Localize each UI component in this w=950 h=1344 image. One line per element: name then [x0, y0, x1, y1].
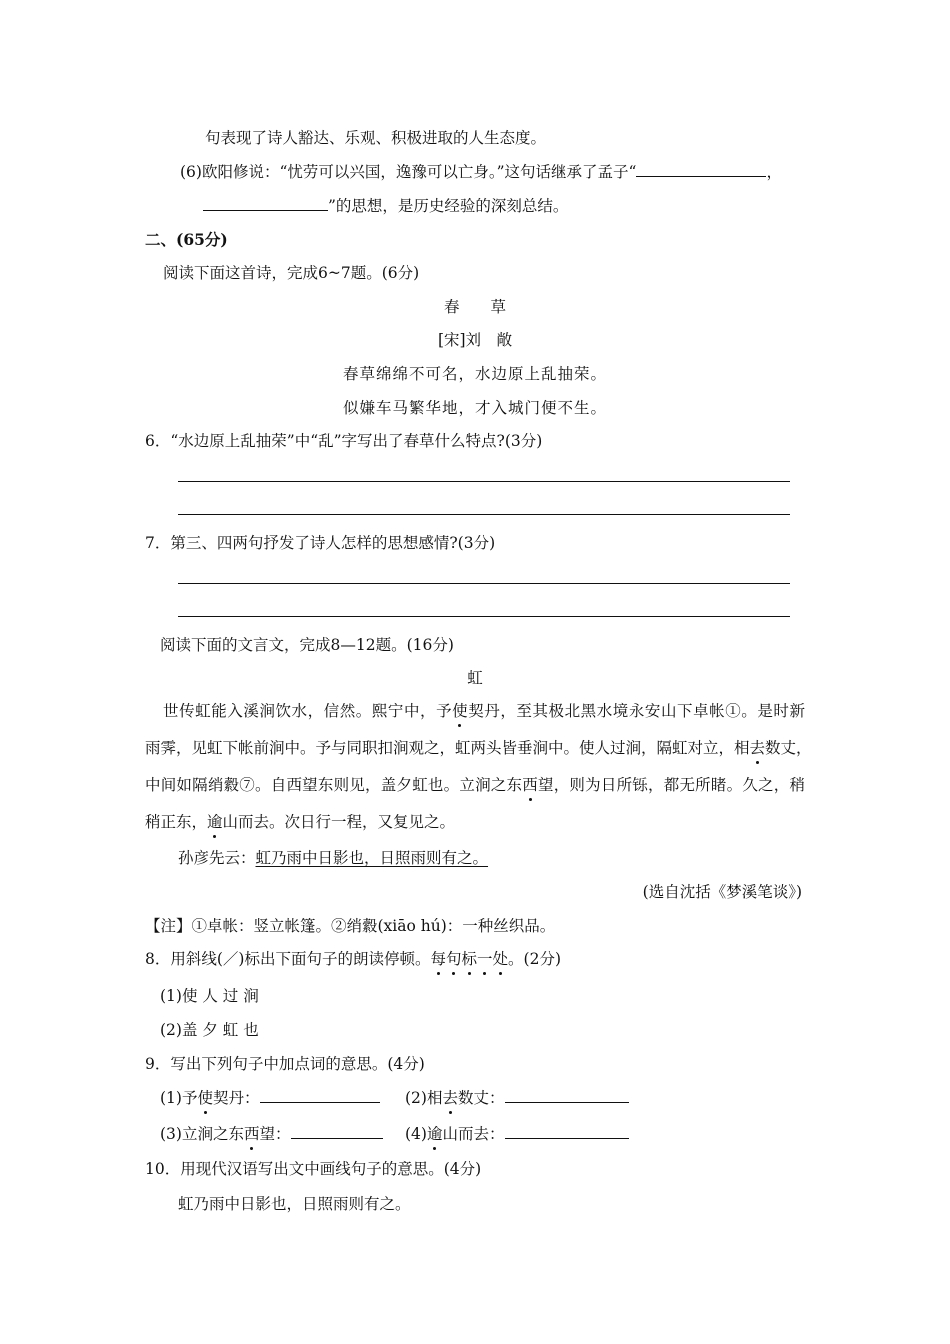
question-7: 7．第三、四两句抒发了诗人怎样的思想感情?(3分)	[145, 534, 496, 552]
fill-blank[interactable]	[505, 1088, 629, 1103]
section-heading: 二、(65分)	[145, 230, 228, 249]
underlined-sentence: 虹乃雨中日影也，日照雨则有之。	[255, 849, 489, 867]
question-text-tail: ”的思想，是历史经验的深刻总结。	[328, 197, 569, 215]
question-8-item-2[interactable]: (2)盖 夕 虹 也	[160, 1021, 259, 1039]
prose-line-3: 中间如隔绡縠⑦。自西望东则见，盖夕虹也。立涧之东西望，则为日所铄，都无所睹。久之，稍	[145, 776, 805, 794]
dotted-char: 逾	[207, 813, 223, 831]
prose-line-5: 孙彦先云：虹乃雨中日影也，日照雨则有之。	[178, 849, 489, 867]
dotted-char: 西	[522, 776, 538, 794]
fill-blank-1[interactable]	[636, 162, 766, 177]
dotted-char: 使	[452, 702, 468, 720]
poem-title: 春 草	[443, 298, 506, 316]
fill-blank[interactable]	[291, 1124, 383, 1139]
question-6: 6．“水边原上乱抽荣”中“乱”字写出了春草什么特点?(3分)	[145, 432, 543, 450]
question-9: 9．写出下列句子中加点词的意思。(4分)	[145, 1055, 425, 1073]
answer-line[interactable]	[178, 481, 790, 482]
answer-line[interactable]	[178, 616, 790, 617]
question-text: (6)欧阳修说：“忧劳可以兴国，逸豫可以亡身。”这句话继承了孟子“	[180, 163, 637, 181]
answer-line[interactable]	[178, 583, 790, 584]
answer-line[interactable]	[178, 514, 790, 515]
answer-line-5: 句表现了诗人豁达、乐观、积极进取的人生态度。	[205, 129, 547, 147]
question-6-sub	[180, 162, 782, 182]
question-9-item-3: (3)立涧之东西望：	[160, 1124, 383, 1144]
prose-line-2: 雨霁，见虹下帐前涧中。予与同职扣涧观之，虹两头皆垂涧中。使人过涧，隔虹对立，相去数丈，	[145, 739, 812, 757]
question-8: 8．用斜线(／)标出下面句子的朗读停顿。每句标一处。(2分)	[145, 950, 562, 968]
source-citation: (选自沈括《梦溪笔谈》)	[642, 883, 802, 901]
question-9-item-2: (2)相去数丈：	[405, 1088, 629, 1108]
question-10: 10．用现代汉语写出文中画线句子的意思。(4分)	[145, 1160, 482, 1178]
fill-blank[interactable]	[505, 1124, 629, 1139]
poem-line-1: 春草绵绵不可名，水边原上乱抽荣。	[342, 365, 607, 383]
poem-intro: 阅读下面这首诗，完成6~7题。(6分)	[163, 264, 420, 282]
prose-intro: 阅读下面的文言文，完成8—12题。(16分)	[160, 636, 454, 654]
question-6-sub-cont	[203, 196, 568, 216]
prose-title: 虹	[467, 669, 483, 687]
poem-author: [宋]刘 敞	[437, 331, 513, 349]
question-10-sentence: 虹乃雨中日影也，日照雨则有之。	[178, 1195, 411, 1213]
question-8-item-1[interactable]: (1)使 人 过 涧	[160, 987, 259, 1005]
prose-line-4: 稍正东，逾山而去。次日行一程，又复见之。	[145, 813, 456, 831]
dotted-char: 去	[749, 739, 766, 757]
annotation-note: 【注】①卓帐：竖立帐篷。②绡縠(xiāo hú)：一种丝织品。	[145, 917, 556, 935]
question-9-item-1: (1)予使契丹：	[160, 1088, 380, 1108]
comma: ，	[766, 163, 782, 181]
fill-blank-2[interactable]	[203, 196, 328, 211]
question-9-item-4: (4)逾山而去：	[405, 1124, 629, 1144]
poem-line-2: 似嫌车马繁华地，才入城门便不生。	[342, 399, 607, 417]
fill-blank[interactable]	[260, 1088, 380, 1103]
prose-line-1: 世传虹能入溪涧饮水，信然。熙宁中，予使契丹，至其极北黑水境永安山下卓帐①。是时新	[163, 702, 805, 720]
